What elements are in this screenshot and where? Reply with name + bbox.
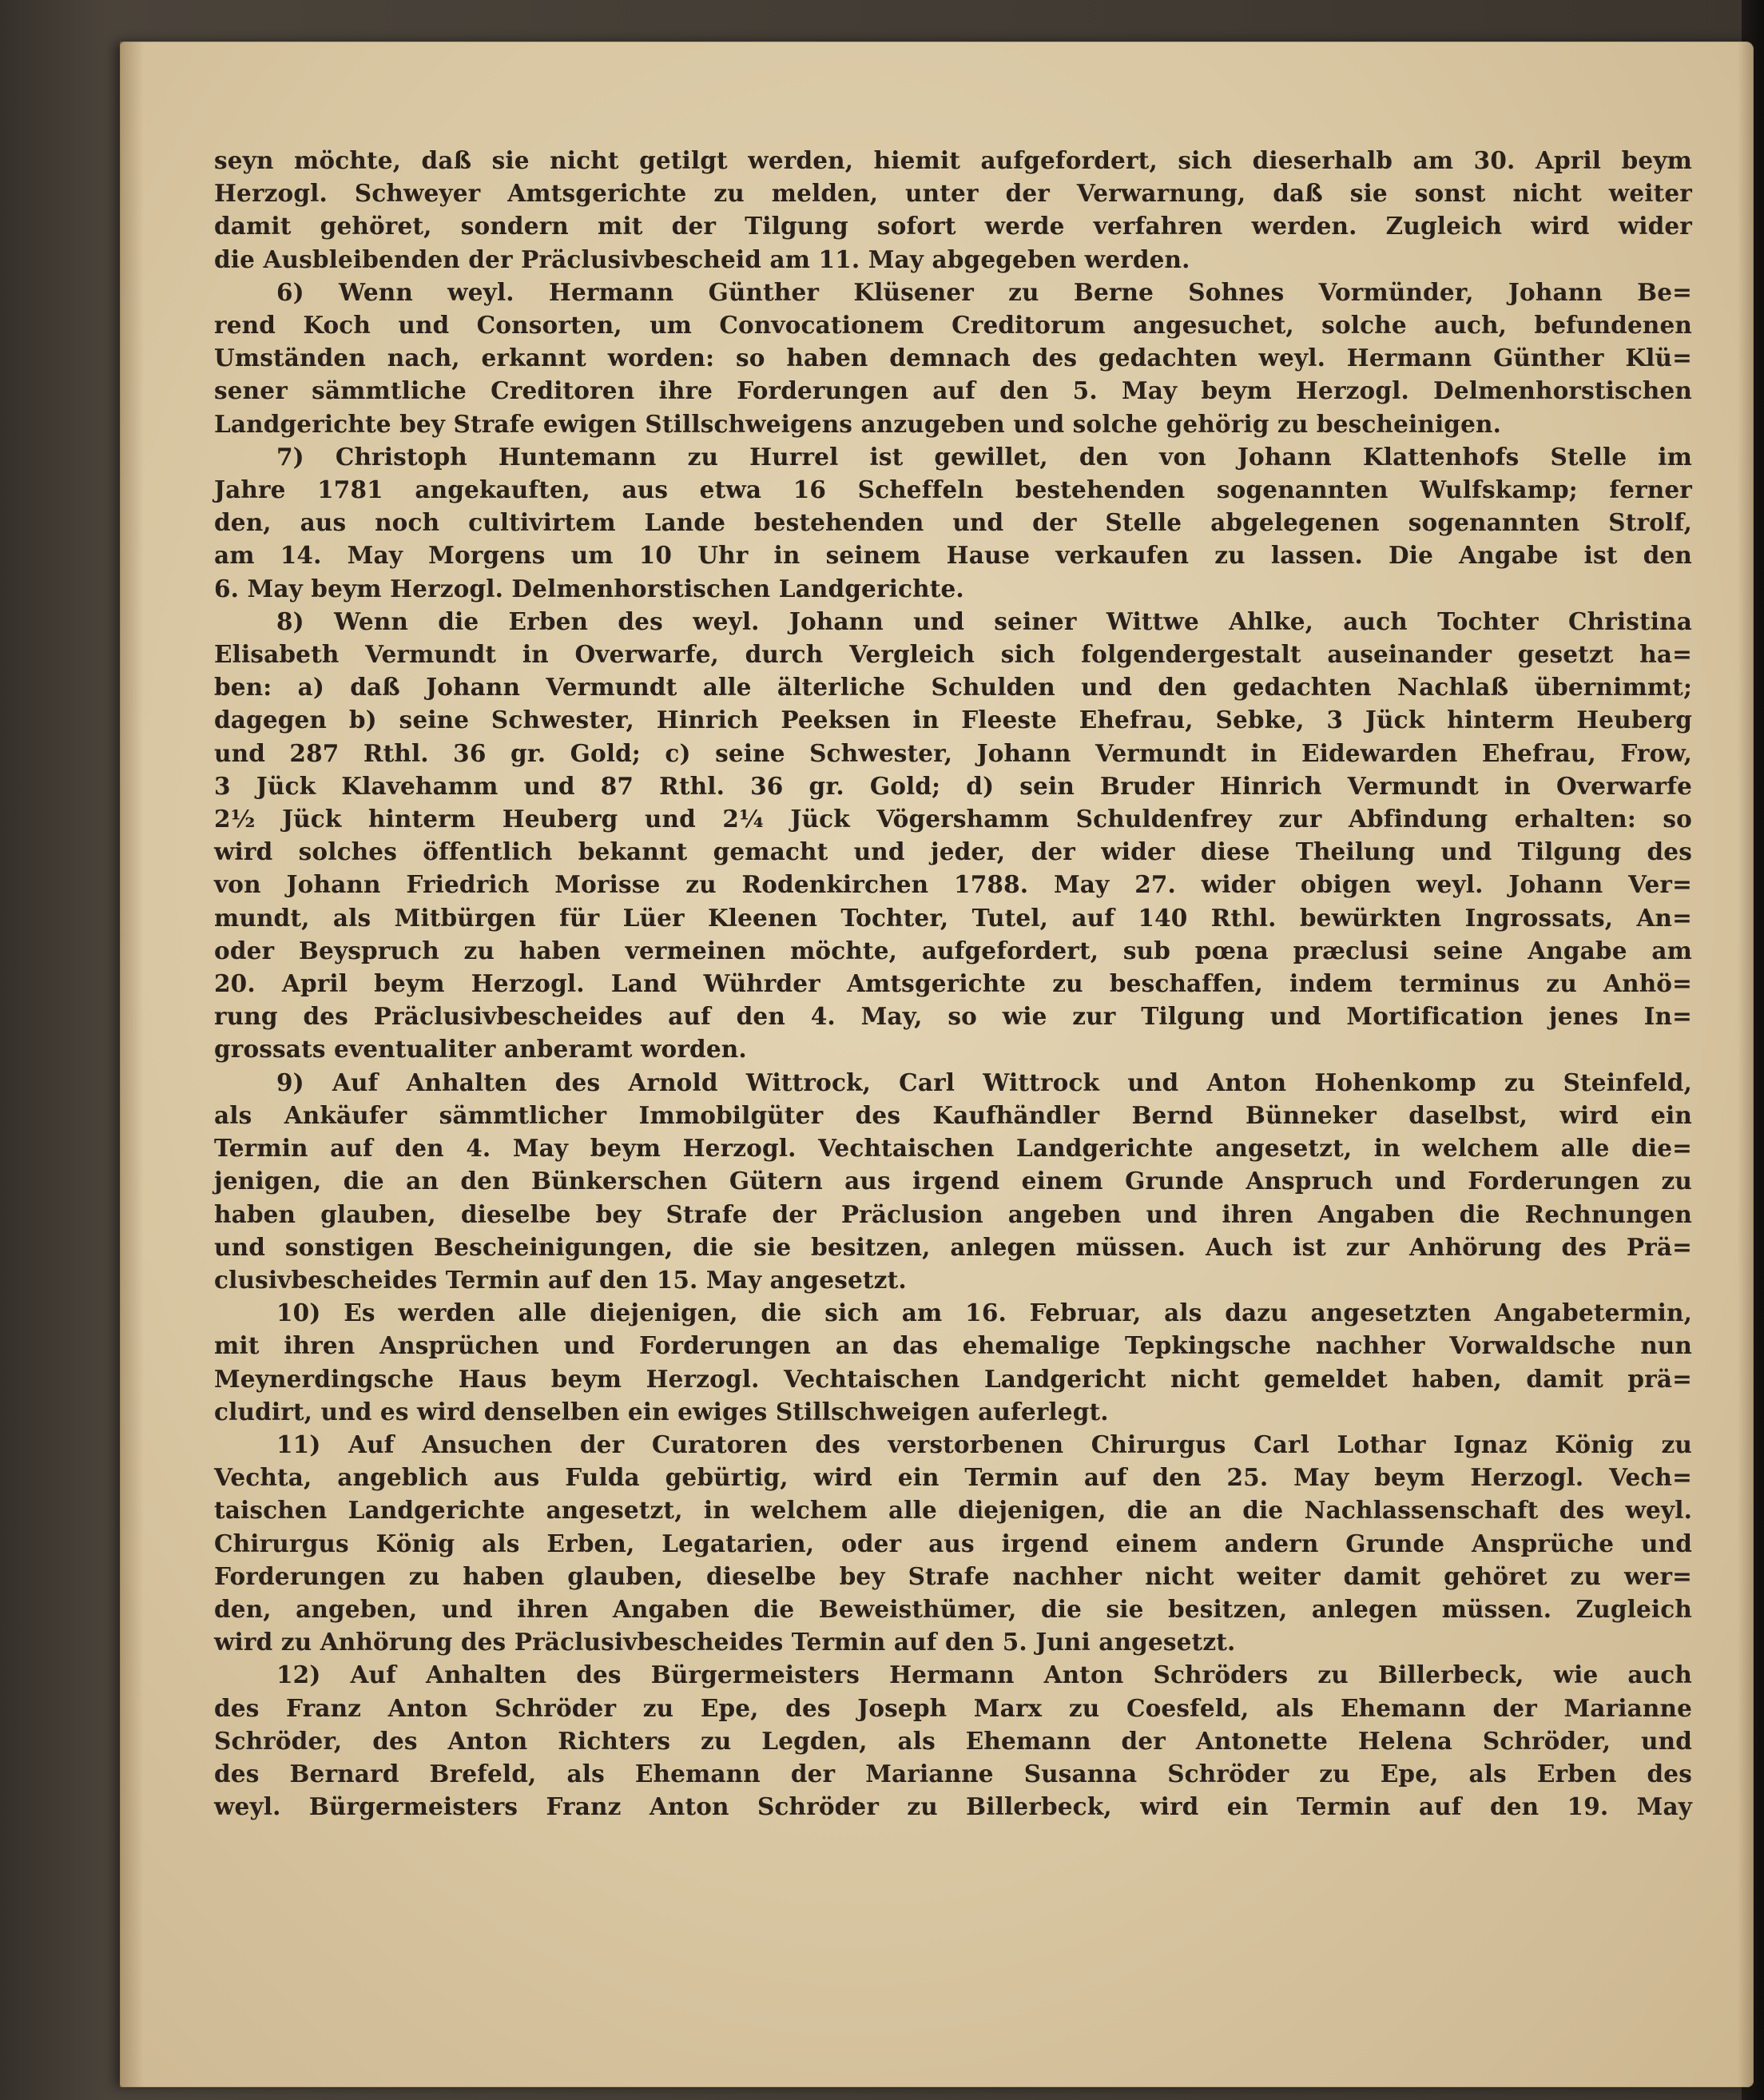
text-line: des Bernard Brefeld, als Ehemann der Marianne Susanna Schröder zu Epe, als Erben des (214, 1759, 1692, 1788)
text-line: Elisabeth Vermundt in Overwarfe, durch Vergleich sich folgendergestalt auseinander gesetzt ha= (214, 640, 1692, 669)
text-line: und 287 Rthl. 36 gr. Gold; c) seine Schwester, Johann Vermundt in Eidewarden Ehefrau, Frow, (214, 738, 1692, 767)
text-line: weyl. Bürgermeisters Franz Anton Schröder zu Billerbeck, wird ein Termin auf den 19. May (214, 1792, 1692, 1821)
text-line: den, angeben, und ihren Angaben die Beweisthümer, die sie besitzen, anlegen müssen. Zugleich (214, 1594, 1692, 1623)
text-line: Landgerichte bey Strafe ewigen Stillschweigens anzugeben und solche gehörig zu bescheinigen. (214, 409, 1502, 438)
text-line: mundt, als Mitbürgen für Lüer Kleenen Tochter, Tutel, auf 140 Rthl. bewürkten Ingrossats, An= (214, 903, 1692, 932)
text-line: wird solches öffentlich bekannt gemacht und jeder, der wider diese Theilung und Tilgung des (214, 837, 1692, 866)
text-line: 3 Jück Klavehamm und 87 Rthl. 36 gr. Gold; d) sein Bruder Hinrich Vermundt in Overwarfe (214, 771, 1692, 800)
text-line: dagegen b) seine Schwester, Hinrich Peeksen in Fleeste Ehefrau, Sebke, 3 Jück hinterm Heuberg (214, 706, 1692, 734)
text-line: des Franz Anton Schröder zu Epe, des Joseph Marx zu Coesfeld, als Ehemann der Marianne (214, 1693, 1692, 1722)
text-line: wird zu Anhörung des Präclusivbescheides Termin auf den 5. Juni angesetzt. (214, 1628, 1236, 1657)
text-line: Forderungen zu haben glauben, dieselbe bey Strafe nachher nicht weiter damit gehöret zu wer= (214, 1561, 1692, 1590)
page-edge-right (1738, 42, 1754, 2087)
text-line: 7) Christoph Huntemann zu Hurrel ist gewillet, den von Johann Klattenhofs Stelle im (276, 442, 1692, 471)
page-edge-left (120, 42, 144, 2087)
text-line: 6. May beym Herzogl. Delmenhorstischen Landgerichte. (214, 574, 964, 603)
text-line: taischen Landgerichte angesetzt, in welchem alle diejenigen, die an die Nachlassenschaft des weyl. (214, 1496, 1692, 1525)
text-line: als Ankäufer sämmtlicher Immobilgüter des Kaufhändler Bernd Bünneker daselbst, wird ein (214, 1100, 1692, 1129)
text-line: 12) Auf Anhalten des Bürgermeisters Hermann Anton Schröders zu Billerbeck, wie auch (276, 1661, 1692, 1689)
text-line: Umständen nach, erkannt worden: so haben demnach des gedachten weyl. Hermann Günther Klü= (214, 344, 1692, 372)
text-line: 2½ Jück hinterm Heuberg und 2¼ Jück Vögershamm Schuldenfrey zur Abfindung erhalten: so (214, 805, 1692, 833)
text-line: Schröder, des Anton Richters zu Legden, als Ehemann der Antonette Helena Schröder, und (214, 1726, 1692, 1755)
text-line: clusivbescheides Termin auf den 15. May angesetzt. (214, 1265, 907, 1294)
text-line: haben glauben, dieselbe bey Strafe der Präclusion angeben und ihren Angaben die Rechnungen (214, 1199, 1692, 1228)
text-line: rend Koch und Consorten, um Convocationem Creditorum angesuchet, solche auch, befundenen (214, 311, 1692, 340)
text-line: 20. April beym Herzogl. Land Wührder Amtsgerichte zu beschaffen, indem terminus zu Anhö= (214, 969, 1692, 998)
text-line: cludirt, und es wird denselben ein ewiges Stillschweigen auferlegt. (214, 1397, 1109, 1426)
text-line: Termin auf den 4. May beym Herzogl. Vechtaischen Landgerichte angesetzt, in welchem alle die= (214, 1134, 1692, 1163)
text-line: seyn möchte, daß sie nicht getilgt werden, hiemit aufgefordert, sich dieserhalb am 30. April beym (214, 146, 1692, 174)
text-line: 10) Es werden alle diejenigen, die sich am 16. Februar, als dazu angesetzten Angabetermin, (276, 1299, 1692, 1327)
text-line: und sonstigen Bescheinigungen, die sie besitzen, anlegen müssen. Auch ist zur Anhörung des Prä= (214, 1232, 1692, 1261)
text-line: von Johann Friedrich Morisse zu Rodenkirchen 1788. May 27. wider obigen weyl. Johann Ver= (214, 870, 1692, 899)
text-line: am 14. May Morgens um 10 Uhr in seinem Hause verkaufen zu lassen. Die Angabe ist den (214, 541, 1692, 570)
text-line: oder Beyspruch zu haben vermeinen möchte, aufgefordert, sub pœna præclusi seine Angabe am (214, 936, 1692, 964)
text-line: grossats eventualiter anberamt worden. (214, 1035, 747, 1064)
text-line: rung des Präclusivbescheides auf den 4. May, so wie zur Tilgung und Mortification jenes In= (214, 1002, 1692, 1031)
text-line: mit ihren Ansprüchen und Forderungen an das ehemalige Tepkingsche nachher Vorwaldsche nun (214, 1331, 1692, 1360)
text-line: Chirurgus König als Erben, Legatarien, oder aus irgend einem andern Grunde Ansprüche und (214, 1529, 1692, 1557)
page-text (214, 144, 1692, 1823)
text-line: Meynerdingsche Haus beym Herzogl. Vechtaischen Landgericht nicht gemeldet haben, damit prä= (214, 1364, 1692, 1393)
text-line: den, aus noch cultivirtem Lande bestehenden und der Stelle abgelegenen sogenannten Strolf, (214, 508, 1692, 537)
text-line: jenigen, die an den Bünkerschen Gütern aus irgend einem Grunde Anspruch und Forderungen zu (214, 1167, 1692, 1195)
text-line: 11) Auf Ansuchen der Curatoren des verstorbenen Chirurgus Carl Lothar Ignaz König zu (276, 1430, 1692, 1458)
text-line: 9) Auf Anhalten des Arnold Wittrock, Carl Wittrock und Anton Hohenkomp zu Steinfeld, (276, 1068, 1692, 1096)
text-line: Vechta, angeblich aus Fulda gebürtig, wird ein Termin auf den 25. May beym Herzogl. Vech= (214, 1463, 1692, 1492)
text-line: die Ausbleibenden der Präclusivbescheid am 11. May abgegeben werden. (214, 245, 1190, 273)
text-line: Jahre 1781 angekauften, aus etwa 16 Scheffeln bestehenden sogenannten Wulfskamp; ferner (214, 475, 1692, 504)
text-line: Herzogl. Schweyer Amtsgerichte zu melden, unter der Verwarnung, daß sie sonst nicht weiter (214, 179, 1692, 208)
text-line: damit gehöret, sondern mit der Tilgung sofort werde verfahren werden. Zugleich wird wider (214, 212, 1692, 241)
text-line: sener sämmtliche Creditoren ihre Forderungen auf den 5. May beym Herzogl. Delmenhorstischen (214, 376, 1692, 405)
text-line: 6) Wenn weyl. Hermann Günther Klüsener zu Berne Sohnes Vormünder, Johann Be= (276, 277, 1692, 306)
text-line: ben: a) daß Johann Vermundt alle älterliche Schulden und den gedachten Nachlaß übernimmt; (214, 673, 1692, 702)
text-line: 8) Wenn die Erben des weyl. Johann und seiner Wittwe Ahlke, auch Tochter Christina (276, 607, 1692, 635)
